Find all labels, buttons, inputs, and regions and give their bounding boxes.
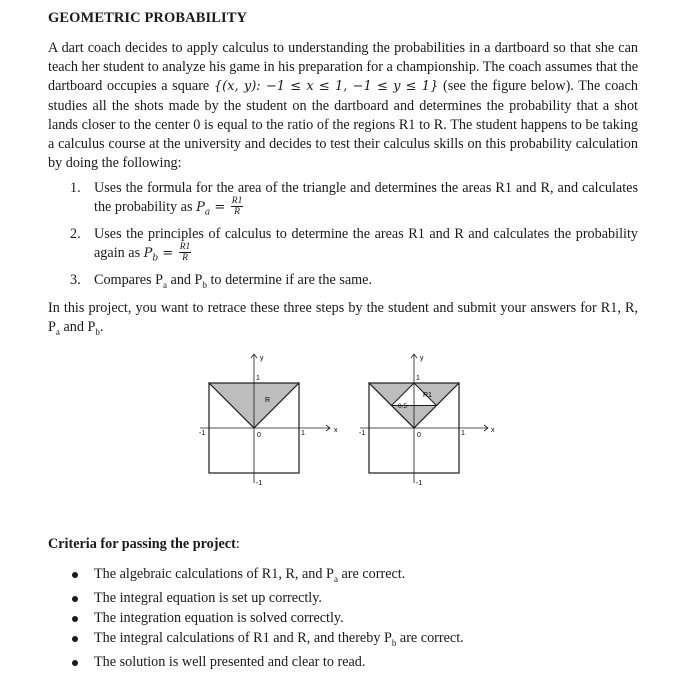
left-x-label: x — [334, 427, 338, 434]
right-region-label: R1 — [423, 392, 432, 399]
criteria-text-tail: are correct. — [396, 629, 464, 646]
fraction-r1-over-r — [179, 242, 192, 263]
criteria-text: The solution is well presented and clear to read. — [94, 654, 366, 671]
step-item — [68, 225, 638, 269]
step-number: 2. — [70, 226, 81, 242]
right-tick-neg1y: -1 — [416, 480, 423, 487]
right-tick-half: 0.5 — [398, 403, 408, 410]
bullet-icon — [72, 572, 78, 578]
criteria-text: The integral calculations of R1 and R, and thereby P — [94, 629, 392, 646]
fraction-denominator: R — [234, 207, 240, 218]
list-item — [70, 629, 464, 653]
project-text-c: . — [99, 319, 104, 336]
step-number: 1. — [70, 180, 81, 196]
list-item — [70, 653, 464, 673]
criteria-sub: a — [333, 573, 338, 584]
criteria-heading — [48, 536, 240, 553]
intro-text-1: A dart coach decides to apply calculus to understanding the probabilities in a dartboard so that she can teach her student to analyze his game in his preparation for a championship. The coach assumes that the dartboard occupies a square — [48, 40, 638, 95]
left-diagram — [199, 354, 338, 487]
fraction-denominator: R — [182, 253, 188, 264]
left-origin: 0 — [257, 432, 261, 439]
criteria-text-tail: are correct. — [337, 566, 406, 582]
step-item — [68, 271, 638, 295]
step-number: 3. — [70, 272, 81, 288]
right-tick-1x: 1 — [461, 430, 465, 437]
criteria-heading-text: Criteria for passing the project — [48, 536, 236, 552]
page-title: GEOMETRIC PROBABILITY — [48, 10, 248, 26]
steps-list — [68, 179, 638, 297]
right-origin: 0 — [417, 432, 421, 439]
project-sub-a: a — [55, 327, 60, 338]
right-tick-neg1x: -1 — [359, 430, 366, 437]
list-item — [70, 565, 464, 589]
left-tick-neg1y: -1 — [256, 480, 263, 487]
step-text: Uses the formula for the area of the triangle and determines the areas R1 and R, and calculates the probability as — [94, 180, 638, 216]
right-y-label: y — [420, 355, 424, 362]
step3-text-a: Compares P — [94, 272, 163, 288]
project-paragraph — [48, 299, 638, 342]
project-sub-b: b — [95, 327, 100, 338]
criteria-sub: b — [391, 637, 397, 648]
dartboard-figure — [190, 346, 510, 496]
criteria-heading-colon: : — [235, 536, 240, 552]
criteria-text: The integration equation is solved correctly. — [94, 610, 344, 627]
right-diagram — [359, 354, 495, 487]
step3-sub-a: a — [162, 279, 167, 290]
bullet-icon — [72, 636, 78, 642]
left-tick-neg1x: -1 — [199, 430, 206, 437]
project-text-b: and P — [59, 319, 96, 336]
right-tick-1y: 1 — [416, 375, 420, 382]
bullet-icon — [72, 596, 78, 602]
step3-text-c: to determine if are the same. — [206, 272, 372, 288]
criteria-text: The algebraic calculations of R1, R, and P — [94, 566, 334, 582]
fraction-r1-over-r — [231, 196, 244, 217]
set-notation: {(x, y): −1 ≤ x ≤ 1, −1 ≤ y ≤ 1} — [213, 79, 439, 95]
criteria-list — [70, 565, 464, 673]
bullet-icon — [72, 660, 78, 666]
step-item — [68, 179, 638, 223]
step3-text-b: and P — [166, 272, 203, 288]
left-y-label: y — [260, 355, 264, 362]
step-text: Uses the principles of calculus to determine the areas R1 and R and calculates the probability again as — [94, 226, 638, 262]
fraction-numerator: R1 — [231, 196, 243, 207]
list-item — [70, 589, 464, 609]
step-text — [94, 272, 372, 288]
fraction-numerator: R1 — [179, 242, 191, 253]
left-region-label: R — [265, 397, 271, 404]
list-item — [70, 609, 464, 629]
intro-paragraph — [48, 39, 638, 173]
project-text-a: In this project, you want to retrace these three steps by the student and submit your answers for R1, R, P — [48, 300, 638, 336]
formula-pa: $P_a$ = — [196, 200, 226, 218]
right-x-label: x — [491, 427, 495, 434]
step3-sub-b: b — [202, 279, 207, 290]
left-tick-1x: 1 — [301, 430, 305, 437]
bullet-icon — [72, 616, 78, 622]
left-tick-1y: 1 — [256, 375, 260, 382]
formula-pb: $P_b$ = — [143, 246, 174, 264]
criteria-text: The integral equation is set up correctly. — [94, 590, 322, 607]
intro-text-2: (see the figure below). The coach studies all the shots made by the student on the dartboard and determines the probability that a shot lands closer to the center 0 is equal to the ratio of the regions R1 to R. The student happens to be taking a calculus course at the university and decides to test their calculus skills on this probability calculation by doing the following: — [48, 78, 638, 172]
